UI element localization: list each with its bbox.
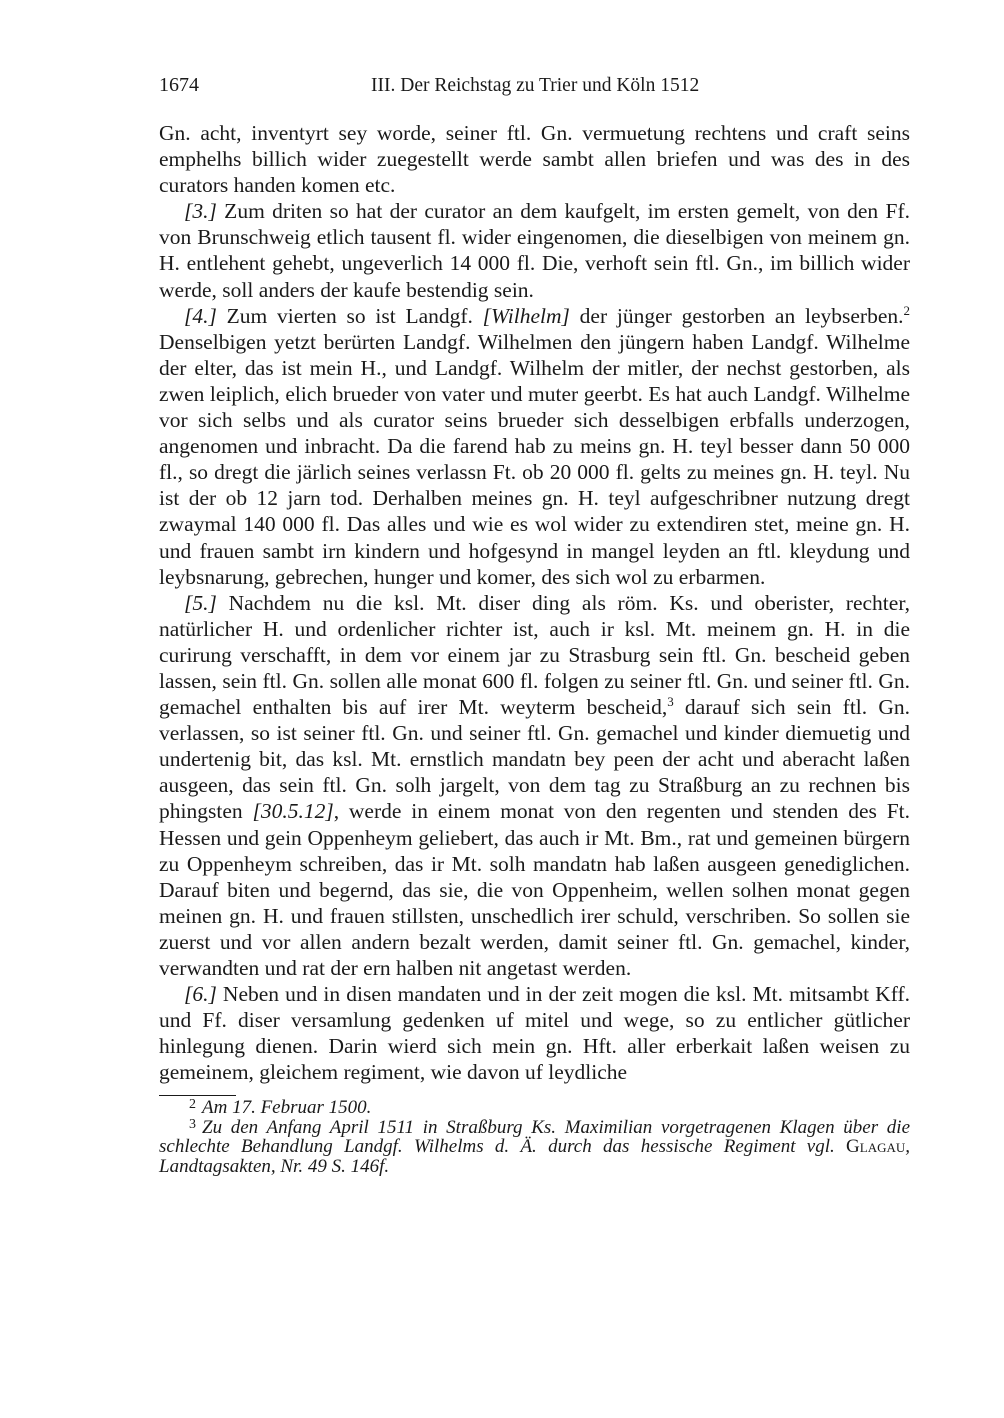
footnote-2: $^2$ Am 17. Februar 1500. bbox=[189, 1097, 372, 1119]
paragraph-4: [4.] Zum vierten so ist Landgf. [Wilhelm] der jünger gestorben an leybserben.$^2$ Denselbigen yetzt berürten Landgf. Wilhelmen den jüngern haben Landgf. Wilhelme der elter, das ist mein H., und Landgf. Wilhelm der mitler, der nechst gestorben, als zwen leiplich, elich brueder von vater und muter geerbt. Es hat auch Landgf. Wilhelme vor sich selbs und als curator seins brueder sich desselbigen erbfalls underzogen, angenomen und inbracht. Da die farend hab zu meins gn. H. teyl besser dann 50 000 fl., so dregt die järlich seines verlassn Ft. ob 20 000 fl. gelts zu meines gn. H. teyl. Nu ist der ob 12 jarn tod. Derhalben meines gn. H. teyl aufgeschribner nutzung dregt zwaymal 140 000 fl. Das alles und wie es wol wider zu extendiren stet, meine gn. H. und frauen sambt irn kindern und hofgesynd in mangel leyden an ftl. kleydung und leybsnarung, gebrechen, hunger und komer, des sich wol zu erbarmen. bbox=[159, 302, 910, 589]
author-name: Glagau bbox=[846, 1136, 906, 1158]
document-page bbox=[159, 74, 910, 1176]
section-number: [3.] bbox=[184, 199, 217, 224]
section-number: [6.] bbox=[184, 982, 217, 1007]
running-head: III. Der Reichstag zu Trier und Köln 1512 bbox=[371, 75, 700, 96]
footnote-ref-3[interactable]: 3 bbox=[667, 694, 674, 710]
paragraph-6: [6.] Neben und in disen mandaten und in der zeit mogen die ksl. Mt. mitsambt Kff. und Ff. diser versamlung gedenken uf mitel und wege, so zu entlicher gütlicher hinlegung dienen. Darin wierd sich mein gn. Hft. aller erberkait laßen weisen zu gemeinem, gleichem regiment, wie davon uf leydliche bbox=[159, 982, 910, 1085]
footnote-3: $^3$ Zu den Anfang April 1511 in Straßburg Ks. Maximilian vorgetragenen Klagen über die schlechte Behandlung Landgf. Wilhelms d. Ä. durch das hessische Regiment vgl. Glagau, Landtagsakten, Nr. 49 S. 146f. bbox=[159, 1116, 910, 1177]
paragraph-continuation: Gn. acht, inventyrt sey worde, seiner ftl. Gn. vermuetung rechtens und craft seins emphelhs billich wider zuegestellt werde sambt allen briefen und was des in des curators handen komen etc. bbox=[159, 121, 910, 198]
footnote-mark: 2 bbox=[189, 1097, 196, 1113]
main-text bbox=[159, 120, 910, 1085]
page-number: 1674 bbox=[159, 74, 199, 96]
section-number: [5.] bbox=[184, 590, 217, 615]
section-number: [4.] bbox=[184, 303, 217, 328]
footnote-mark: 3 bbox=[189, 1116, 196, 1132]
page-header bbox=[159, 74, 910, 120]
editorial-date: [30.5.12] bbox=[252, 799, 334, 824]
footnotes bbox=[159, 1098, 910, 1176]
footnote-rule bbox=[159, 1095, 236, 1096]
paragraph-5: [5.] Nachdem nu die ksl. Mt. diser ding als röm. Ks. und oberister, rechter, natürlicher H. und ordenlicher richter ist, auch ir ksl. Mt. meinem gn. H. in die curirung verschafft, in dem vor einem jar zu Strasburg sein ftl. Gn. bescheid geben lassen, sein ftl. Gn. sollen alle monat 600 fl. folgen zu seiner ftl. Gn. und seiner ftl. Gn. gemachel enthalten bis auf irer Mt. weyterm bescheid,$^3$ darauf sich sein ftl. Gn. verlassen, so ist seiner ftl. Gn. und seiner ftl. Gn. gemachel und kinder diemuetig und undertenig bit, das ksl. Mt. ernstlich mandatn bey peen der acht und aberacht laßen ausgeen, das sein ftl. Gn. solh jargelt, von dem tag zu Straßburg an zu rechnen bis phingsten [30.5.12], werde in einem monat von den regenten und stenden des Ft. Hessen und gein Oppenheym geliebert, das auch ir Mt. Bm., rat und gemeinen bürgern zu Oppenheym schreiben, das ir Mt. solh mandatn hab laßen ausgeen genediglichen. Darauf biten und begernd, das sie, die von Oppenheim, wellen solhen monat gegen meinen gn. H. und frauen stillsten, unschedlich irer schuld, verschriben. So sollen sie zuerst und vor allen andern bezalt werden, damit seiner ftl. Gn. gemachel, kinder, verwandten und rat der ern halben nit angetast werden. bbox=[159, 590, 910, 980]
paragraph-3: [3.] Zum driten so hat der curator an dem kaufgelt, im ersten gemelt, von den Ff. von Brunschweig etlich tausent fl. wider eingenomen, die dieselbigen von meinem gn. H. entlehent gehebt, ungeverlich 14 000 fl. Die, verhoft sein ftl. Gn., im billich wider werde, soll anders der kaufe bestendig sein. bbox=[159, 199, 910, 302]
footnote-ref-2[interactable]: 2 bbox=[903, 302, 910, 318]
editorial-name: [Wilhelm] bbox=[482, 303, 570, 328]
